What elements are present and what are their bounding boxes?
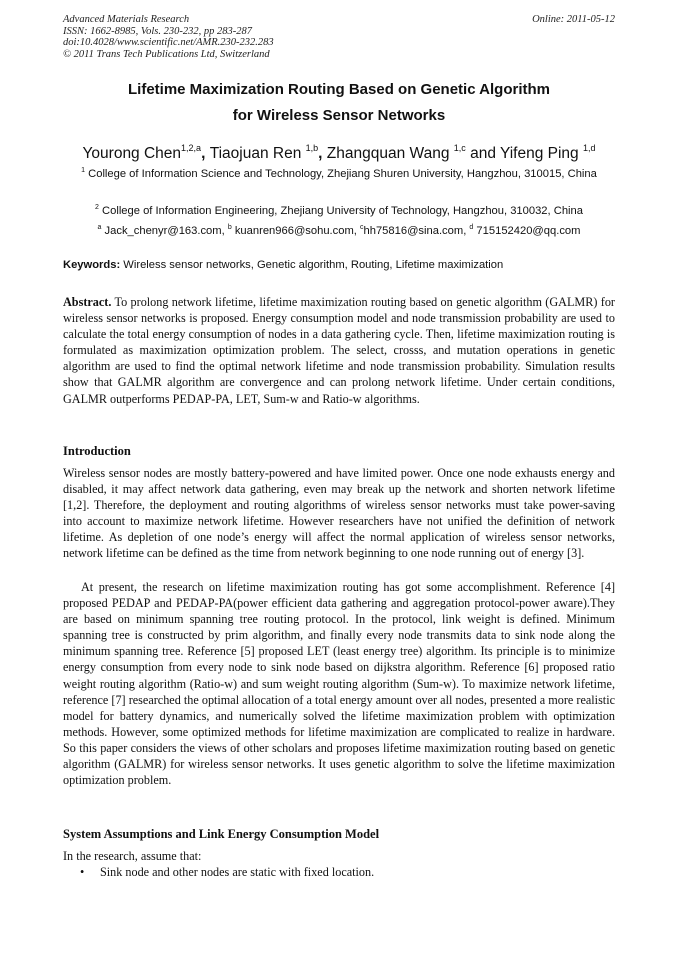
keywords-text: Wireless sensor networks, Genetic algorithm, Routing, Lifetime maximization [120,259,504,271]
author-name: Zhangquan Wang [326,145,454,162]
author-affil-marker: 1,d [582,143,596,153]
author-emails [63,220,615,239]
author-affil-marker: 1,b [305,143,319,153]
keywords-label: Keywords: [63,259,121,271]
author-separator: , [201,145,210,162]
introduction-paragraph-2: At present, the research on lifetime maximization routing has got some accomplishment. Reference [4] proposed PEDAP and PEDAP-PA(power efficient data gathering and aggregation protocol-power aware).They are based on minimum spanning tree routing protocol. In the protocol, link weight is defined. Minimum spanning tree is constructed by prim algorithm, and finally every node transmits data to sink node along the minimum spanning tree. Reference [5] proposed LET (least energy tree) algorithm. Its principle is to minimize energy consumption from every node to sink node based on dijkstra algorithm. Reference [6] proposed ratio weight routing algorithm (Ratio-w) and sum weight routing algorithm (Sum-w). To maximize network lifetime, reference [7] researched the optimal allocation of a total energy amount over all nodes, presented a more realistic model for battery dynamics, and numerically solved the lifetime maximization problem with optimization methods. However, some optimized methods for lifetime maximization are complicated to realize in hardware. So this paper considers the views of other scholars and proposes lifetime maximization routing based on genetic algorithm (GALMR) for wireless sensor networks. It uses genetic algorithm to solve the lifetime maximization optimization problem. [63,580,615,788]
paper-title-line-2: for Wireless Sensor Networks [232,107,446,124]
issn-line: ISSN: 1662-8985, Vols. 230-232, pp 283-287 [63,25,252,37]
email-marker: d [469,224,474,231]
doi-line: doi:10.4028/www.scientific.net/AMR.230-232.283 [63,37,274,48]
journal-header [63,14,615,60]
email-marker: a [97,224,102,231]
author-separator: , [318,145,327,162]
keywords [63,258,615,273]
author-list [30,137,648,165]
email-marker: c [360,224,364,231]
assumption-text: Sink node and other nodes are static with fixed location. [100,865,375,879]
abstract-text: To prolong network lifetime, lifetime maximization routing based on genetic algorithm (GALMR) for wireless sensor networks is proposed. Energy consumption model and node transmission probability are used to calculate the total energy consumption of nodes in a data gathering cycle. Then, lifetime maximization routing is formulated as maximization optimization problem. The select, crosss, and mutation operations in genetic algorithm are used to find the optimal network lifetime and node transmission probability. Simulation results show that GALMR algorithm are convergence and can prolong network lifetime. Under certain conditions, GALMR outperforms PEDAP-PA, LET, Sum-w and Ratio-w algorithms. [63,295,615,406]
author-name: Yifeng Ping [499,145,583,162]
email-address: hh75816@sina.com, [363,225,470,237]
email-address: 715152420@qq.com [473,225,581,237]
affiliation-text: College of Information Science and Technology, Zhejiang Shuren University, Hangzhou, 310015, China [85,168,597,180]
affiliation-marker: 2 [95,204,99,211]
affiliation-1 [63,163,615,182]
section-heading-system-assumptions: System Assumptions and Link Energy Consumption Model [63,827,380,841]
email-address: Jack_chenyr@163.com, [101,225,228,237]
affiliation-marker: 1 [81,167,86,174]
assumption-list-item [80,864,615,880]
abstract [63,294,615,407]
author-name: Tiaojuan Ren [209,145,306,162]
email-marker: b [227,224,232,231]
author-affil-marker: 1,c [453,143,466,153]
bullet-icon: • [80,865,85,879]
author-affil-marker: 1,2,a [181,143,202,153]
introduction-paragraph-1: Wireless sensor nodes are mostly battery-powered and have limited power. Once one node exhausts energy and disabled, it may affect network data gathering, even may break up the network and shorten network lifetime [1,2]. Therefore, the deployment and routing algorithms of wireless sensor networks must take power-saving into account to maximize network lifetime. However researchers have not unified the definition of network lifetime. As depletion of one node’s energy will affect the normal application of wireless sensor networks, network lifetime can be defined as the time from network beginning to one node running out of energy [3]. [63,466,615,561]
journal-name: Advanced Materials Research [63,14,190,25]
online-date: Online: 2011-05-12 [532,14,615,25]
paper-title-line-1: Lifetime Maximization Routing Based on Genetic Algorithm [128,81,550,98]
section-heading-introduction: Introduction [63,444,131,458]
email-address: kuanren966@sohu.com, [231,225,361,237]
author-name: Yourong Chen [82,145,182,162]
system-assumptions-paragraph: In the research, assume that: [63,849,202,863]
affiliation-text: College of Information Engineering, Zhejiang University of Technology, Hangzhou, 310032, China [98,205,583,217]
abstract-label: Abstract. [63,295,112,309]
copyright-line: © 2011 Trans Tech Publications Ltd, Switzerland [63,48,270,60]
affiliation-2 [63,200,615,219]
author-separator: and [465,145,500,162]
